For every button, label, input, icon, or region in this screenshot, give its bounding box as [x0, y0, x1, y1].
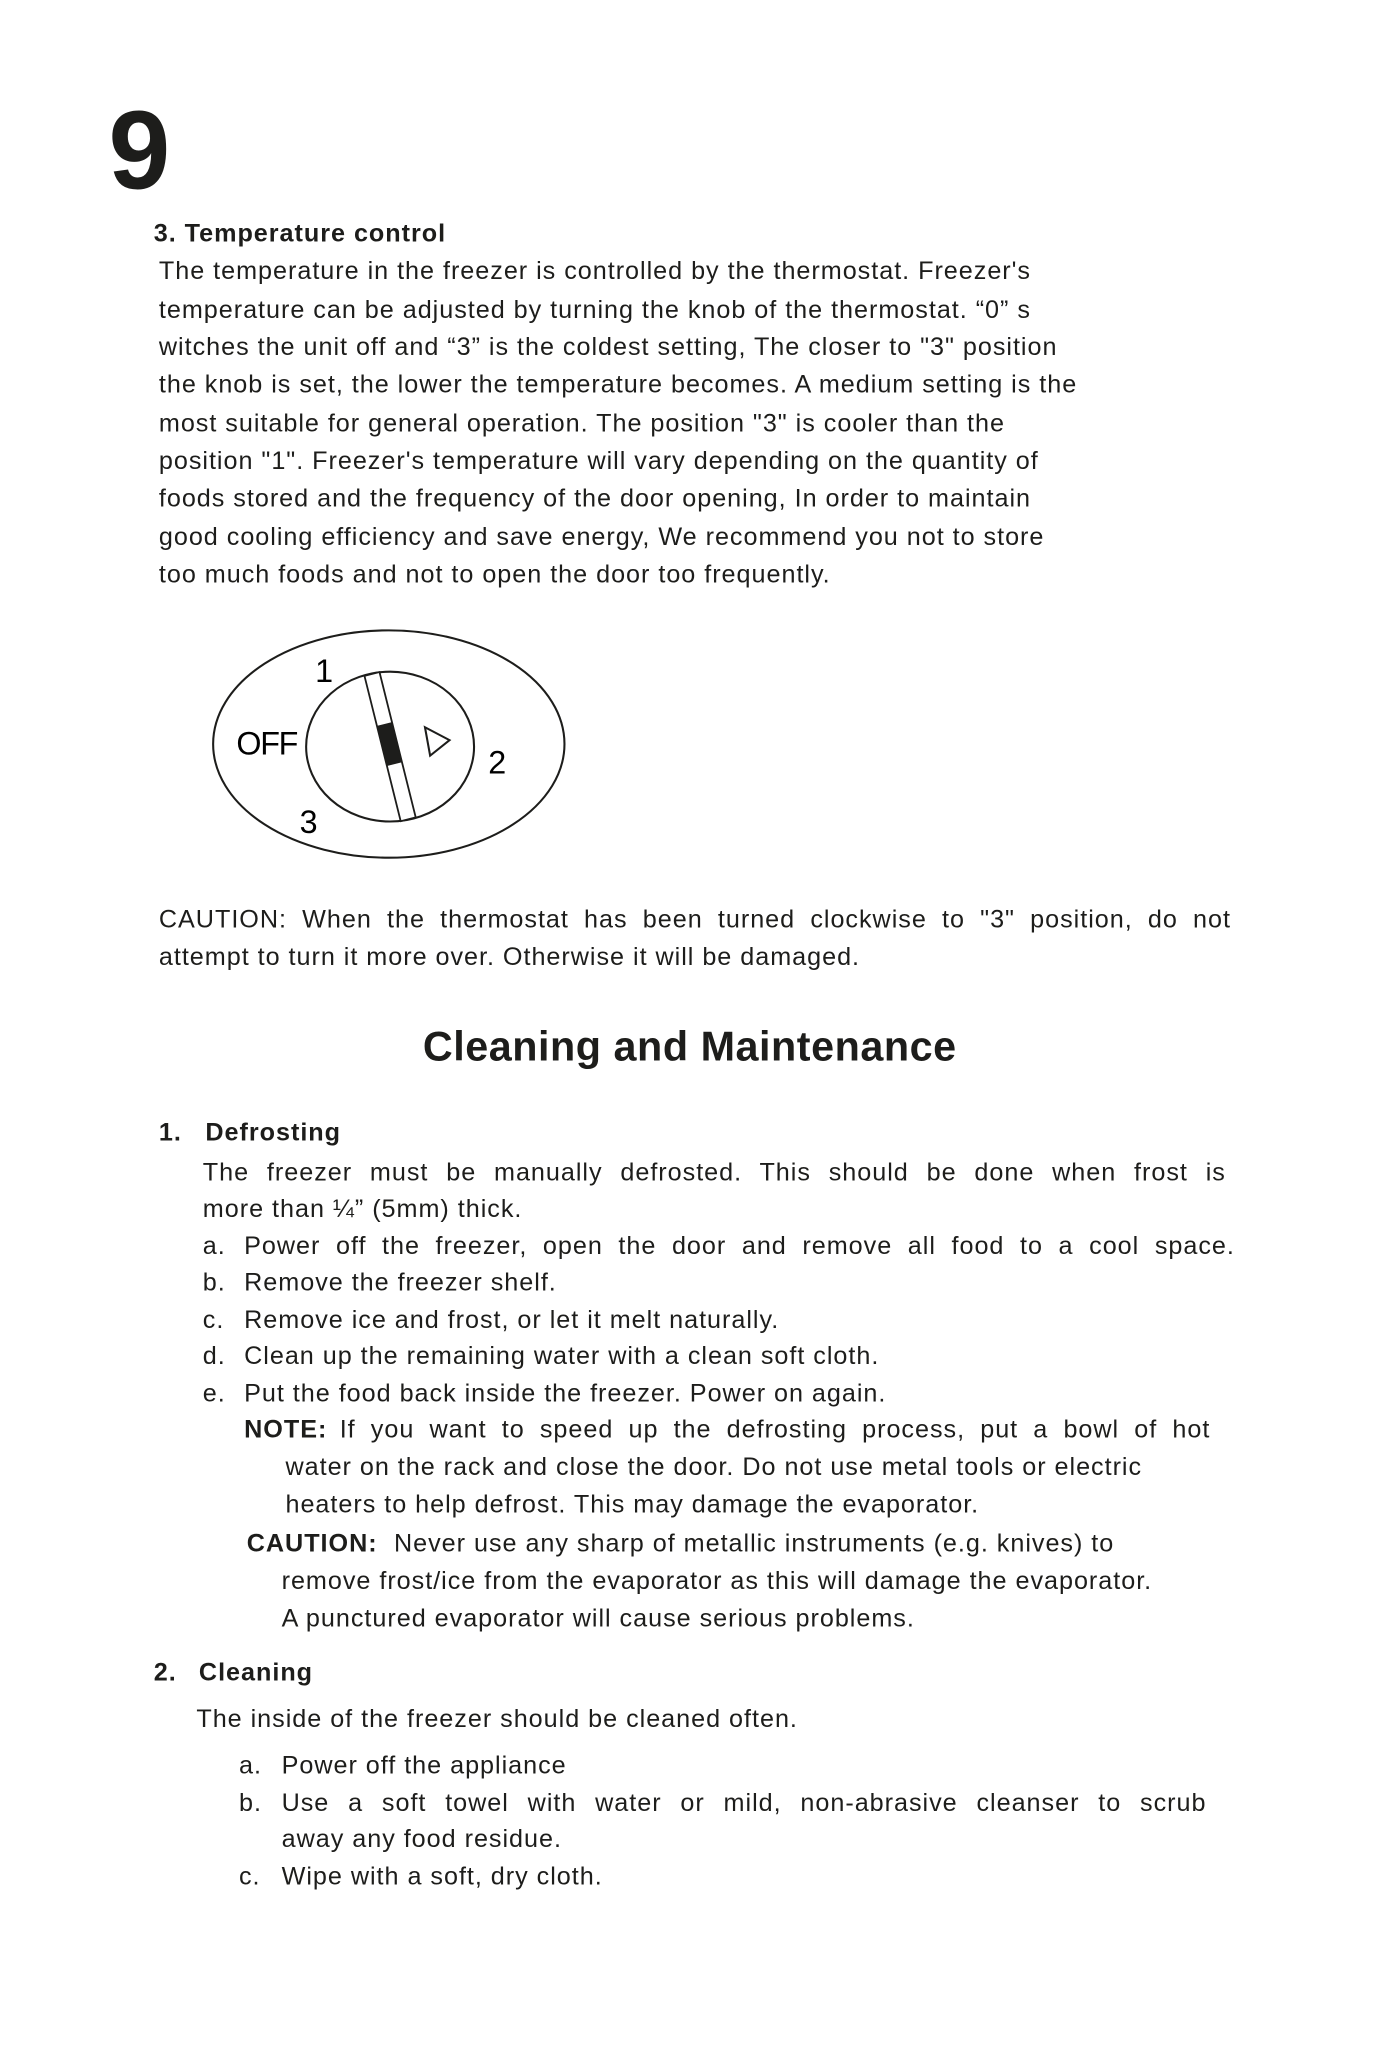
defrost-intro-line: The freezer must be manually defrosted. This should be done when frost is — [202, 1158, 1226, 1188]
defrost-intro-line: more than ¼” (5mm) thick. — [202, 1194, 523, 1224]
note-label: NOTE: — [244, 1415, 328, 1445]
step-marker: a. — [202, 1232, 226, 1261]
defrosting-number: 1. — [158, 1118, 182, 1148]
body-line: good cooling efficiency and save energy, We recommend you not to store — [158, 523, 1045, 552]
step-text: Remove ice and frost, or let it melt naturally. — [244, 1305, 780, 1335]
arrow-triangle-icon — [425, 727, 450, 755]
dial-label-1: 1 — [315, 653, 334, 690]
step-marker: b. — [202, 1268, 226, 1297]
step-text: Clean up the remaining water with a clean soft cloth. — [244, 1342, 880, 1371]
caution-line: A punctured evaporator will cause serious problems. — [281, 1604, 915, 1633]
caution-line: CAUTION: When the thermostat has been turned clockwise to "3" position, do not — [158, 905, 1231, 934]
body-line: foods stored and the frequency of the door opening, In order to maintain — [158, 484, 1031, 513]
cleaning-heading: Cleaning — [198, 1658, 314, 1687]
dial-label-off: OFF — [236, 725, 299, 762]
step-text: Power off the appliance — [281, 1751, 567, 1780]
step-text: Use a soft towel with water or mild, non-abrasive cleanser to scrub — [281, 1789, 1207, 1818]
step-text: Power off the freezer, open the door and remove all food to a cool space. — [244, 1232, 1235, 1261]
page-number: 9 — [108, 89, 171, 214]
step-marker: d. — [202, 1342, 226, 1371]
step-marker: b. — [238, 1789, 262, 1818]
step-text: away any food residue. — [281, 1825, 562, 1854]
section-title: Cleaning and Maintenance — [422, 1023, 957, 1070]
step-marker: c. — [238, 1862, 261, 1892]
note-line: If you want to speed up the defrosting process, put a bowl of hot — [339, 1415, 1211, 1445]
body-line: position "1". Freezer's temperature will vary depending on the quantity of — [158, 446, 1039, 476]
body-line: too much foods and not to open the door too frequently. — [158, 560, 831, 590]
step-text: Remove the freezer shelf. — [244, 1268, 557, 1297]
step-marker: a. — [238, 1751, 262, 1780]
dial-label-3: 3 — [299, 804, 318, 841]
dial-label-2: 2 — [488, 744, 507, 781]
cleaning-number: 2. — [153, 1658, 177, 1687]
temperature-heading: 3. Temperature control — [153, 219, 447, 249]
caution-label: CAUTION: — [246, 1529, 378, 1558]
step-marker: e. — [202, 1379, 226, 1408]
knob-indicator-bar — [364, 672, 415, 821]
cleaning-intro: The inside of the freezer should be cleaned often. — [196, 1705, 798, 1734]
caution-line: Never use any sharp of metallic instruments (e.g. knives) to — [393, 1529, 1115, 1558]
note-line: heaters to help defrost. This may damage the evaporator. — [285, 1490, 980, 1520]
defrosting-heading: Defrosting — [205, 1118, 342, 1148]
body-line: the knob is set, the lower the temperature becomes. A medium setting is the — [158, 370, 1078, 400]
note-line: water on the rack and close the door. Do not use metal tools or electric — [285, 1453, 1143, 1482]
step-text: Put the food back inside the freezer. Power on again. — [244, 1379, 887, 1408]
thermostat-dial-diagram — [0, 0, 1395, 904]
body-line: witches the unit off and “3” is the coldest setting, The closer to "3" position — [158, 333, 1058, 362]
body-line: The temperature in the freezer is controlled by the thermostat. Freezer's — [158, 257, 1031, 286]
body-line: temperature can be adjusted by turning the knob of the thermostat. “0” s — [158, 295, 1031, 325]
step-marker: c. — [202, 1305, 225, 1335]
step-text: Wipe with a soft, dry cloth. — [281, 1862, 603, 1892]
body-line: most suitable for general operation. The position "3" is cooler than the — [158, 409, 1005, 438]
caution-line: remove frost/ice from the evaporator as this will damage the evaporator. — [281, 1566, 1153, 1596]
caution-line: attempt to turn it more over. Otherwise it will be damaged. — [158, 942, 861, 972]
